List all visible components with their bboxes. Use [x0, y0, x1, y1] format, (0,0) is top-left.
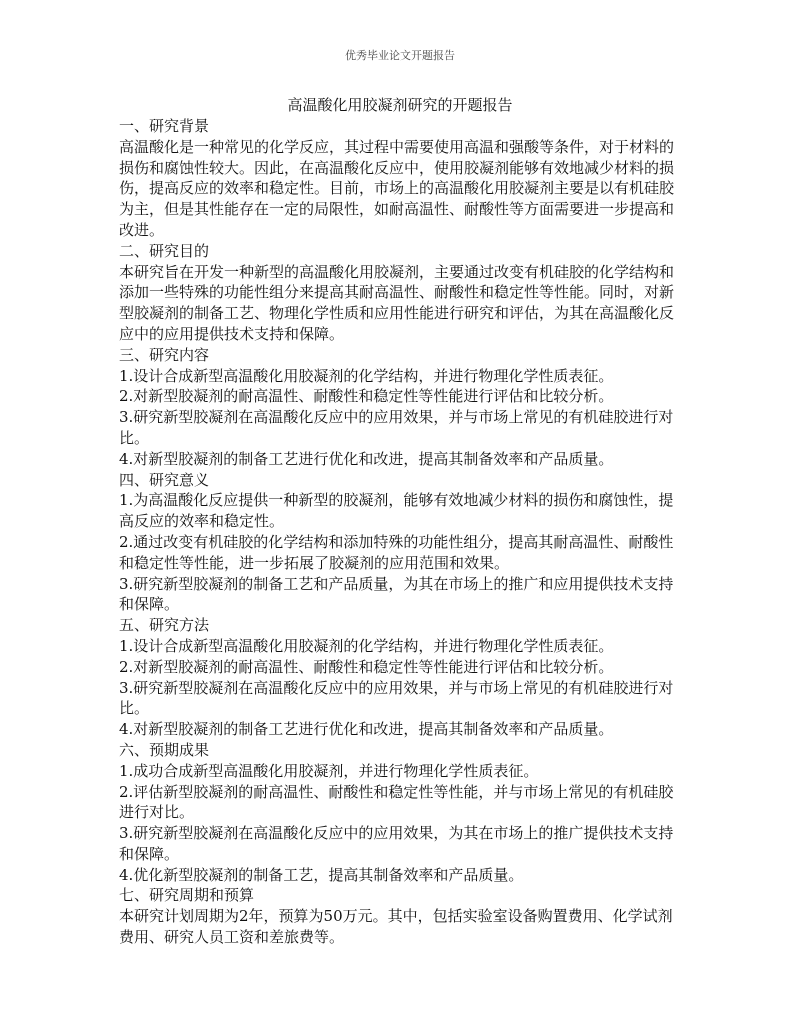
- section-paragraph: 4.对新型胶凝剂的制备工艺进行优化和改进，提高其制备效率和产品质量。: [119, 720, 614, 739]
- section-heading: 三、研究内容: [119, 345, 210, 364]
- section-paragraph: 1.设计合成新型高温酸化用胶凝剂的化学结构，并进行物理化学性质表征。: [119, 636, 614, 655]
- section-heading: 一、研究背景: [119, 117, 210, 135]
- section-paragraph: 2.通过改变有机硅胶的化学结构和添加特殊的功能性组分，提高其耐高温性、耐酸性和稳定性等性能，进一步拓展了胶凝剂的应用范围和效果。: [119, 532, 674, 572]
- section-paragraph: 1.为高温酸化反应提供一种新型的胶凝剂，能够有效地减少材料的损伤和腐蚀性，提高反应的效率和稳定性。: [119, 491, 674, 531]
- document-title: 高温酸化用胶凝剂研究的开题报告: [287, 96, 513, 114]
- section-paragraph: 1.设计合成新型高温酸化用胶凝剂的化学结构，并进行物理化学性质表征。: [119, 366, 614, 385]
- section-paragraph: 3.研究新型胶凝剂在高温酸化反应中的应用效果，并与市场上常见的有机硅胶进行对比。: [119, 678, 674, 718]
- section-paragraph: 本研究计划周期为2年，预算为50万元。其中，包括实验室设备购置费用、化学试剂费用、研究人员工资和差旅费等。: [119, 907, 673, 947]
- page-header: 优秀毕业论文开题报告: [345, 49, 455, 62]
- section-heading: 二、研究目的: [119, 241, 210, 260]
- section-heading: 六、预期成果: [119, 740, 210, 759]
- section-paragraph: 2.对新型胶凝剂的耐高温性、耐酸性和稳定性等性能进行评估和比较分析。: [119, 387, 614, 406]
- section-paragraph: 2.对新型胶凝剂的耐高温性、耐酸性和稳定性等性能进行评估和比较分析。: [119, 657, 614, 676]
- section-heading: 七、研究周期和预算: [119, 886, 255, 905]
- section-paragraph: 3.研究新型胶凝剂在高温酸化反应中的应用效果，并与市场上常见的有机硅胶进行对比。: [119, 408, 674, 447]
- section-paragraph: 3.研究新型胶凝剂的制备工艺和产品质量，为其在市场上的推广和应用提供技术支持和保障。: [119, 574, 674, 614]
- section-heading: 五、研究方法: [119, 616, 210, 635]
- section-paragraph: 高温酸化是一种常见的化学反应，其过程中需要使用高温和强酸等条件，对于材料的损伤和腐蚀性较大。因此，在高温酸化反应中，使用胶凝剂能够有效地减少材料的损伤，提高反应的效率和稳定性。目前，市场上的高温酸化用胶凝剂主要是以有机硅胶为主，但是其性能存在一定的局限性，如耐高温性、耐酸性等方面需要进一步提高和改进。: [119, 137, 675, 239]
- section-paragraph: 3.研究新型胶凝剂在高温酸化反应中的应用效果，为其在市场上的推广提供技术支持和保障。: [119, 824, 674, 863]
- section-paragraph: 4.对新型胶凝剂的制备工艺进行优化和改进，提高其制备效率和产品质量。: [119, 449, 614, 468]
- section-paragraph: 4.优化新型胶凝剂的制备工艺，提高其制备效率和产品质量。: [119, 865, 524, 884]
- document-body: [119, 116, 685, 948]
- section-paragraph: 1.成功合成新型高温酸化用胶凝剂，并进行物理化学性质表征。: [119, 761, 539, 780]
- section-heading: 四、研究意义: [119, 470, 210, 489]
- section-paragraph: 2.评估新型胶凝剂的耐高温性、耐酸性和稳定性等性能，并与市场上常见的有机硅胶进行对比。: [119, 782, 674, 822]
- section-paragraph: 本研究旨在开发一种新型的高温酸化用胶凝剂，主要通过改变有机硅胶的化学结构和添加一些特殊的功能性组分来提高其耐高温性、耐酸性和稳定性等性能。同时，对新型胶凝剂的制备工艺、物理化学性质和应用性能进行研究和评估，为其在高温酸化反应中的应用提供技术支持和保障。: [119, 262, 675, 343]
